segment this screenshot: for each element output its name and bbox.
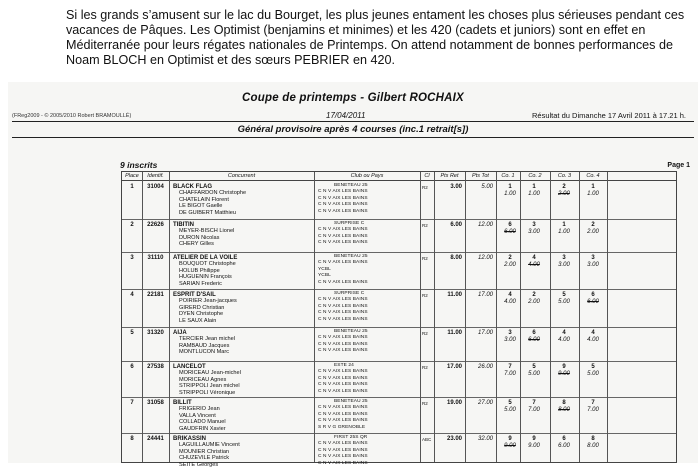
column-divider	[496, 172, 497, 462]
crew-member: HUGUENIN François	[179, 274, 232, 281]
race-position: 9	[532, 436, 536, 442]
boat-name: ATELIER DE LA VOILE	[173, 255, 238, 261]
race-points: 2.00	[504, 262, 516, 268]
crew-member: LAGUILLAUMIE Vincent	[179, 442, 240, 448]
place-cell: 4	[130, 292, 134, 298]
club-cell: C N V AIX LES BAINS	[318, 454, 368, 460]
column-divider	[314, 172, 315, 462]
race-points: 9.00	[528, 443, 540, 449]
club-cell: YCBL	[318, 266, 331, 272]
crew-member: MEYER-BISCH Lionel	[179, 228, 235, 234]
pts-ret-cell: 11.00	[447, 292, 462, 298]
race-points: 2.00	[528, 299, 540, 305]
race-position: 5	[591, 364, 595, 370]
crew-member: COLLADO Manuel	[179, 419, 226, 426]
race-position: 3	[562, 255, 566, 261]
race-result-3	[550, 222, 578, 236]
race-result-3	[550, 364, 578, 378]
race-points: 3.00	[587, 262, 599, 268]
pts-tot-cell: 12.00	[477, 255, 493, 261]
race-position: 8	[562, 400, 566, 406]
crew-member: LE BIGOT Gaelle	[179, 203, 223, 210]
race-result-2	[520, 400, 548, 414]
crew-member: DURON Nicolas	[179, 234, 220, 241]
crew-member: MONTLUCON Marc	[179, 349, 230, 356]
column-divider	[434, 172, 435, 462]
club-cell: C N V AIX LES BAINS	[318, 316, 368, 322]
race-points: 1.00	[558, 229, 570, 235]
report-title: Coupe de printemps - Gilbert ROCHAIX	[242, 92, 464, 104]
crew-member: DYEN Christophe	[179, 311, 224, 318]
race-position: 1	[508, 184, 512, 190]
race-position: 4	[532, 255, 536, 261]
table-row	[122, 289, 676, 327]
race-points: 6.00	[587, 299, 599, 305]
race-position: 5	[508, 400, 512, 406]
club-cell: C N V AIX LES BAINS	[318, 388, 368, 394]
table-row	[122, 327, 676, 361]
header-concurrent: Concurrent	[227, 173, 256, 179]
race-position: 7	[591, 400, 595, 406]
header-co3: Co. 3	[557, 173, 572, 179]
boat-type: FIRST 25S QR	[334, 435, 368, 440]
crew-member: BOUQUOT Christophe	[179, 261, 236, 267]
table-row	[122, 182, 676, 219]
club-cell: C N V AIX LES BAINS	[318, 208, 368, 214]
boat-name: BILLIT	[173, 400, 192, 406]
header-co2: Co. 2	[528, 173, 542, 179]
place-cell: 2	[130, 222, 134, 228]
race-position: 5	[562, 292, 566, 298]
table-header	[122, 172, 676, 181]
race-position: 4	[508, 292, 512, 298]
race-result-2	[520, 330, 548, 344]
race-result-2	[520, 222, 548, 236]
result-info: Résultat du Dimanche 17 Avril 2011 à 17.21 h.	[532, 111, 686, 120]
race-points: 5.00	[558, 299, 570, 305]
race-points: 1.00	[587, 191, 599, 197]
race-points: 6.00	[504, 229, 516, 235]
race-result-2	[520, 292, 548, 306]
results-table	[121, 171, 677, 468]
race-position: 4	[562, 330, 566, 336]
crew-member: CHATELAIN Florent	[179, 196, 229, 203]
race-points: 1.00	[504, 191, 516, 197]
pts-tot-cell: 12.00	[477, 222, 493, 228]
intro-paragraph: Si les grands s’amusent sur le lac du Bourget, les plus jeunes entament les choses plus sérieuses pendant ces vacances de Pâques. Les Optimist (benjamins et minimes) et les 420 (cadets et juniors) sont en effet en Méditerranée pour leurs régates nationales de Printemps. On attend notamment de bonnes performances de Noam BLOCH en Optimist et des sœurs PEBRIER en 420.	[66, 8, 685, 67]
crew-member: RAMBAUD Jacques	[179, 342, 230, 349]
race-points: 5.00	[504, 407, 516, 413]
club-cell: C N V AIX LES BAINS	[318, 195, 368, 201]
race-position: 1	[591, 184, 595, 190]
race-result-2	[520, 364, 548, 378]
race-result-4	[579, 292, 607, 306]
class-cell: R2	[422, 223, 428, 228]
boat-name: ESPRIT D'SAIL	[173, 292, 216, 298]
club-cell: C N V AIX LES BAINS	[318, 341, 368, 347]
ident-cell: 27538	[147, 364, 164, 370]
race-result-3	[550, 292, 578, 306]
race-position: 6	[532, 330, 536, 336]
crew-member: MOUNIER Christian	[179, 448, 230, 455]
club-cell: C N V AIX LES BAINS	[318, 411, 368, 417]
race-position: 7	[532, 400, 536, 406]
pts-tot-cell: 17.00	[477, 330, 493, 336]
race-position: 1	[562, 222, 566, 228]
header-co1: Co. 1	[501, 173, 515, 179]
header-club: Club ou Pays	[350, 173, 384, 179]
table-row	[122, 252, 676, 289]
race-result-3	[550, 400, 578, 414]
race-points: 2.00	[558, 191, 570, 197]
pts-ret-cell: 6.00	[450, 222, 462, 228]
club-cell: C N V AIX LES BAINS	[318, 369, 368, 374]
race-result-4	[579, 364, 607, 378]
pts-tot-cell: 5.00	[481, 184, 493, 190]
race-position: 9	[508, 436, 512, 442]
header-cl: Cl	[424, 173, 430, 179]
class-cell: R2	[422, 185, 428, 190]
place-cell: 7	[130, 400, 134, 406]
race-points: 3.00	[504, 337, 516, 343]
race-points: 6.00	[528, 337, 540, 343]
race-points: 5.00	[587, 371, 599, 377]
race-points: 4.00	[528, 262, 540, 268]
ident-cell: 24441	[147, 436, 164, 442]
boat-type: BENETEAU 25	[334, 329, 368, 334]
crew-member: GAUDFRIN Xavier	[179, 425, 226, 432]
club-cell: C N V AIX LES BAINS	[318, 297, 368, 302]
club-cell: C N V AIX LES BAINS	[318, 460, 368, 466]
race-position: 6	[591, 292, 595, 298]
boat-type: ESTE 24	[334, 363, 354, 368]
ident-cell: 31058	[147, 400, 164, 406]
pts-tot-cell: 32.00	[477, 436, 493, 442]
club-cell: C N V AIX LES BAINS	[318, 260, 368, 265]
crew-member: CHERY Gilles	[179, 241, 214, 248]
race-result-3	[550, 184, 578, 198]
ident-cell: 22626	[147, 222, 164, 228]
race-points: 9.00	[504, 443, 516, 449]
header-pts-tot: Pts Tot	[472, 173, 489, 179]
ident-cell: 31320	[147, 330, 164, 336]
boat-type: BENETEAU 25	[334, 399, 368, 404]
column-divider	[465, 172, 466, 462]
race-result-4	[579, 222, 607, 236]
header-rule	[12, 121, 694, 122]
club-cell: C N V AIX LES BAINS	[318, 405, 368, 410]
club-cell: C N V AIX LES BAINS	[318, 310, 368, 316]
race-position: 2	[508, 255, 512, 261]
race-points: 5.00	[528, 371, 540, 377]
club-cell: C N V AIX LES BAINS	[318, 303, 368, 309]
boat-type: BENETEAU 25	[334, 183, 368, 188]
race-points: 7.00	[528, 407, 540, 413]
column-divider	[579, 172, 580, 462]
column-divider	[420, 172, 421, 462]
club-cell: C N V AIX LES BAINS	[318, 233, 368, 239]
race-position: 2	[562, 184, 566, 190]
header-ident: Identif.	[147, 173, 164, 179]
place-cell: 3	[130, 255, 134, 261]
column-divider	[520, 172, 521, 462]
race-points: 9.00	[558, 371, 570, 377]
club-cell: C N V AIX LES BAINS	[318, 418, 368, 424]
pts-ret-cell: 8.00	[450, 255, 462, 261]
race-position: 3	[532, 222, 536, 228]
crew-member: STRIPPOLI Véronique	[179, 389, 236, 396]
club-cell: C N V AIX LES BAINS	[318, 227, 368, 232]
race-position: 5	[532, 364, 536, 370]
boat-type: BENETEAU 25	[334, 254, 368, 259]
ident-cell: 31004	[147, 184, 164, 190]
boat-type: SURPRISE C	[334, 221, 365, 226]
report-subtitle: Général provisoire après 4 courses (inc.1 retrait[s])	[237, 124, 469, 135]
club-cell: YCBL	[318, 273, 331, 279]
club-cell: C N V AIX LES BAINS	[318, 382, 368, 388]
class-cell: R2	[422, 256, 428, 261]
race-points: 6.00	[558, 443, 570, 449]
race-result-4	[579, 184, 607, 198]
race-result-3	[550, 436, 578, 450]
header-co4: Co. 4	[586, 173, 600, 179]
race-points: 3.00	[528, 229, 540, 235]
race-points: 8.00	[587, 443, 599, 449]
crew-member: POIRIER Jean-jacques	[179, 298, 237, 304]
crew-member: DE GUIBERT Matthieu	[179, 209, 236, 216]
page-label: Page 1	[667, 162, 690, 169]
entries-count: 9 inscrits	[120, 160, 158, 170]
crew-member: FRIGERIO Jean	[179, 406, 220, 412]
crew-member: HOLUB Philippe	[179, 267, 220, 274]
crew-member: SARIAN Frederic	[179, 280, 222, 287]
table-row	[122, 361, 676, 397]
race-position: 6	[562, 436, 566, 442]
crew-member: STRIPPOLI Jean michel	[179, 383, 240, 390]
race-position: 1	[532, 184, 536, 190]
column-divider	[142, 172, 143, 462]
club-cell: C N V AIX LES BAINS	[318, 441, 368, 446]
race-points: 1.00	[528, 191, 540, 197]
race-position: 7	[508, 364, 512, 370]
class-cell: R2	[422, 365, 428, 370]
boat-name: LANCELOT	[173, 364, 206, 370]
boat-name: AIJA	[173, 330, 187, 336]
race-position: 6	[508, 222, 512, 228]
report-date: 17/04/2011	[326, 111, 366, 120]
race-result-3	[550, 255, 578, 269]
pts-ret-cell: 19.00	[446, 400, 462, 406]
club-cell: S R V G GRENOBLE	[318, 424, 366, 430]
race-points: 3.00	[558, 262, 570, 268]
results-sheet	[8, 82, 698, 468]
pts-ret-cell: 11.00	[447, 330, 462, 336]
race-points: 8.00	[558, 407, 570, 413]
pts-ret-cell: 3.00	[450, 184, 462, 190]
table-row	[122, 433, 676, 473]
crew-member: TERCIER Jean michel	[179, 336, 235, 342]
race-points: 7.00	[587, 407, 599, 413]
race-position: 8	[591, 436, 595, 442]
race-points: 4.00	[558, 337, 570, 343]
pts-ret-cell: 17.00	[446, 364, 462, 370]
club-cell: C N V AIX LES BAINS	[318, 447, 368, 453]
club-cell: C N V AIX LES BAINS	[318, 335, 368, 340]
column-divider	[607, 172, 608, 462]
club-cell: C N V AIX LES BAINS	[318, 348, 368, 354]
table-row	[122, 397, 676, 433]
place-cell: 1	[130, 184, 134, 190]
race-position: 3	[508, 330, 512, 336]
subtitle-rule	[12, 137, 694, 138]
crew-member: MORICEAU Jean-michel	[179, 370, 241, 376]
boat-type: SURPRISE C	[334, 291, 365, 296]
race-position: 4	[591, 330, 595, 336]
race-result-2	[520, 255, 548, 269]
pts-tot-cell: 17.00	[477, 292, 493, 298]
header-pts-ret: Pts Ret	[440, 173, 459, 179]
place-cell: 8	[130, 436, 134, 442]
boat-name: BLACK FLAG	[173, 184, 212, 190]
column-divider	[550, 172, 551, 462]
header-place: Place	[125, 173, 139, 179]
class-cell: R2	[422, 293, 428, 298]
club-cell: C N V AIX LES BAINS	[318, 375, 368, 381]
club-cell: C N V AIX LES BAINS	[318, 189, 368, 194]
place-cell: 6	[130, 364, 134, 370]
race-points: 4.00	[587, 337, 599, 343]
race-position: 3	[591, 255, 595, 261]
boat-name: BRIKASSIN	[173, 436, 207, 442]
crew-member: MORICEAU Agnes	[179, 376, 227, 383]
table-body	[122, 182, 676, 468]
race-position: 9	[562, 364, 566, 370]
column-divider	[169, 172, 170, 462]
race-result-3	[550, 330, 578, 344]
race-position: 2	[532, 292, 536, 298]
crew-member: CHAFFARDON Christophe	[179, 190, 247, 196]
boat-name: TIBITIN	[173, 222, 194, 228]
ident-cell: 31110	[147, 255, 164, 261]
table-row	[122, 219, 676, 252]
race-result-4	[579, 330, 607, 344]
race-result-4	[579, 255, 607, 269]
race-result-2	[520, 184, 548, 198]
class-cell: ABC	[422, 437, 432, 442]
pts-tot-cell: 27.00	[477, 400, 493, 406]
class-cell: R2	[422, 331, 428, 336]
crew-member: GIRERD Christian	[179, 304, 225, 311]
race-points: 2.00	[587, 229, 599, 235]
crew-member: VALLA Vincent	[179, 412, 216, 419]
race-points: 7.00	[504, 371, 516, 377]
place-cell: 5	[130, 330, 134, 336]
class-cell: R2	[422, 401, 428, 406]
club-cell: C N V AIX LES BAINS	[318, 202, 368, 208]
race-points: 4.00	[504, 299, 516, 305]
crew-member: CHUZEVILE Patrick	[179, 455, 230, 462]
ident-cell: 22181	[147, 292, 164, 298]
race-position: 2	[591, 222, 595, 228]
race-result-2	[520, 436, 548, 450]
crew-member: LE SAUX Alain	[179, 317, 217, 324]
race-result-4	[579, 400, 607, 414]
pts-ret-cell: 23.00	[446, 436, 462, 442]
crew-member: SEITE Georges	[179, 461, 219, 468]
club-cell: C N V AIX LES BAINS	[318, 240, 368, 246]
copyright-note: (FReg2009 - © 2005/2010 Robert BRAMOULLÉ)	[12, 113, 132, 119]
race-result-4	[579, 436, 607, 450]
club-cell: C N V AIX LES BAINS	[318, 279, 368, 285]
pts-tot-cell: 26.00	[477, 364, 493, 370]
